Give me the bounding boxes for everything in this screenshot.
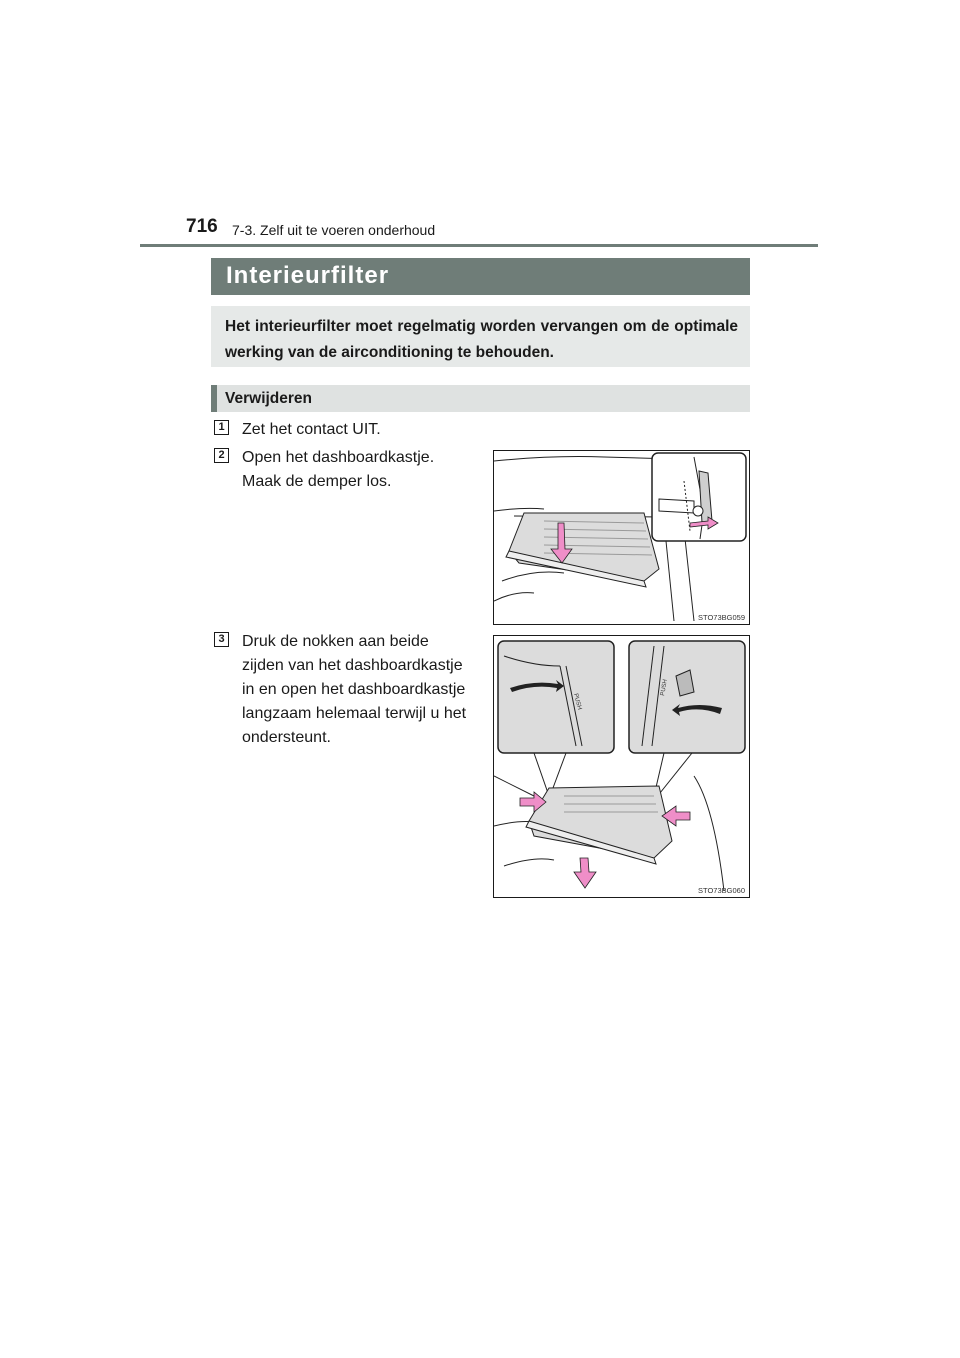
page-number: 716 — [186, 216, 218, 237]
step-2-text: Open het dashboardkastje. — [242, 449, 435, 466]
step-2-text-2: Maak de demper los. — [242, 473, 392, 490]
subsection-bar — [211, 385, 750, 412]
intro-box — [211, 306, 750, 367]
title-bar — [211, 258, 750, 295]
header-divider — [140, 244, 818, 247]
figure-glovebox-damper — [493, 450, 750, 625]
figure-glovebox-stoppers — [493, 635, 750, 898]
step-3-line-2: zijden van het dashboardkastje — [242, 657, 463, 674]
subsection-title: Verwijderen — [225, 390, 313, 407]
subsection-accent — [211, 385, 217, 412]
push-label-left: PUSH — [572, 692, 583, 711]
figure-2-caption: STO73BG060 — [698, 886, 745, 895]
step-number-1: 1 — [214, 420, 229, 435]
figure-1-caption: STO73BG059 — [698, 613, 745, 622]
step-3-line-1: Druk de nokken aan beide — [242, 633, 429, 650]
glovebox-damper-illustration — [494, 451, 749, 624]
step-3-line-5: ondersteunt. — [242, 729, 331, 746]
push-label-right: PUSH — [660, 678, 669, 697]
section-label: 7-3. Zelf uit te voeren onderhoud — [232, 222, 436, 238]
step-3-line-4: langzaam helemaal terwijl u het — [242, 705, 467, 722]
step-number-2: 2 — [214, 448, 229, 463]
intro-text: Het interieurfilter moet regelmatig worden vervangen om de optimale werking van de airconditioning te behouden. — [225, 318, 738, 361]
step-number-3: 3 — [214, 632, 229, 647]
glovebox-stoppers-illustration — [494, 636, 749, 897]
step-1-text: Zet het contact UIT. — [242, 421, 381, 438]
step-3-line-3: in en open het dashboardkastje — [242, 681, 466, 698]
page-title: Interieurfilter — [226, 262, 390, 289]
